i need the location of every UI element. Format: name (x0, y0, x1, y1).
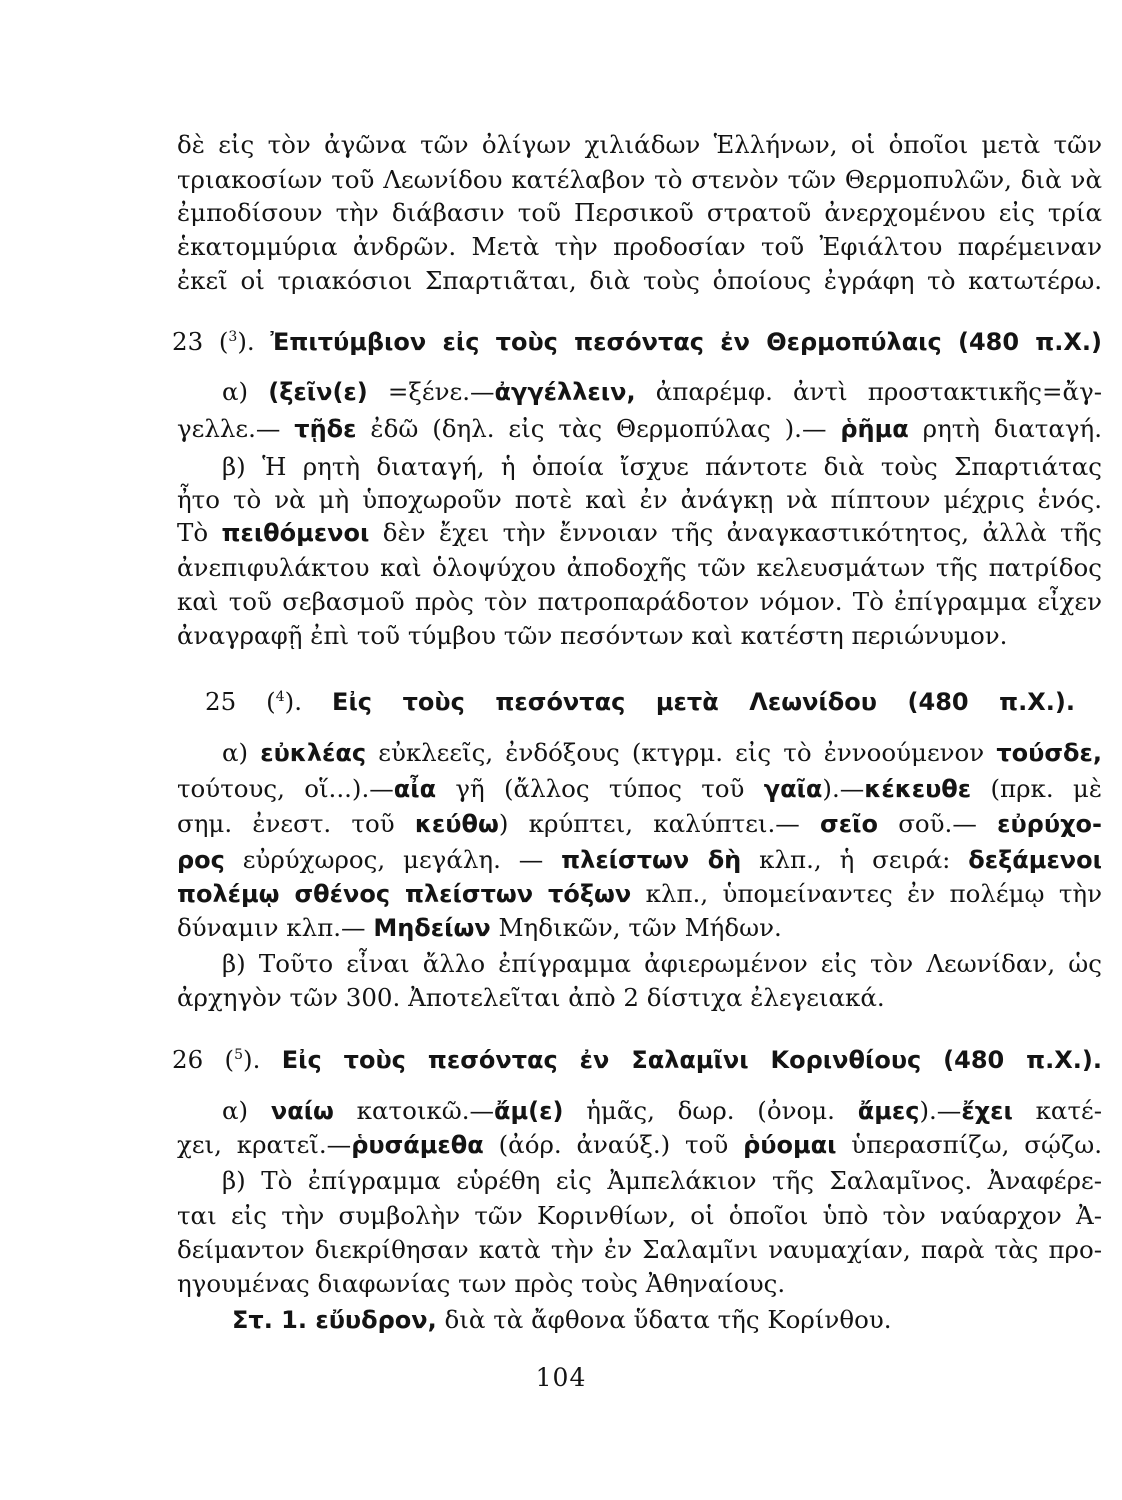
s25-a3-p2: ) κρύπτει, καλύπτει.— (498, 809, 821, 838)
s25-a4-p1: εὐρύχωρος, μεγάλη. — (224, 845, 562, 874)
page-number: 104 (535, 1363, 587, 1392)
section-23-number: 23 ( (172, 327, 229, 356)
s25-a-line-2 (177, 772, 1102, 806)
section-25-footnote: 4 (275, 689, 285, 705)
s26-b-line-2: ται εἰς τὴν συμβολὴν τῶν Κορινθίων, οἱ ὁποῖοι ὑπὸ τὸν ναύαρχον Ἀ- (177, 1201, 1102, 1230)
s25-a4-term-2: πλείστων δὴ (561, 846, 742, 874)
s23-b-line-4: ἀνεπιφυλάκτου καὶ ὁλοψύχου ἀποδοχῆς τῶν κελευσμάτων τῆς πατρίδος (177, 553, 1102, 582)
s25-a6-p2: Μηδικῶν, τῶν Μήδων. (490, 913, 782, 942)
s25-a6-p0: δύναμιν κλπ.— (177, 913, 374, 942)
s25-a1-p2: εὐκλεεῖς, ἐνδόξους (κτγρμ. εἰς τὸ ἐννοούμενον (366, 738, 997, 767)
s25-a6-term-1: Μηδείων (373, 914, 491, 942)
s23-a2-p2: ἐδῶ (δηλ. εἰς τὰς Θερμοπύλας ).— (356, 414, 841, 443)
s25-a1-term-2: τούσδε, (996, 739, 1102, 767)
section-23-number-close: ). (237, 327, 255, 356)
s26-a2-p0: χει, κρατεῖ.— (177, 1130, 352, 1159)
s23-a2-p4: ρητὴ διαταγή. (908, 414, 1102, 443)
s25-a5-p1: κλπ., ὑπομείναντες ἐν πολέμῳ τὴν (631, 879, 1102, 908)
s26-st-text: διὰ τὰ ἄφθονα ὕδατα τῆς Κορίνθου. (436, 1305, 892, 1334)
s26-b-line-1: β) Τὸ ἐπίγραμμα εὑρέθη εἰς Ἀμπελάκιον τῆς Σαλαμῖνος. Ἀναφέρε- (222, 1166, 1102, 1195)
s25-a3-p4: σοῦ.— (877, 809, 998, 838)
s25-a-line-6 (177, 911, 1102, 945)
s26-st-line (232, 1303, 1102, 1337)
s25-a1-term-1: εὐκλέας (260, 739, 367, 767)
s26-a2-term-2: ῥύομαι (743, 1131, 837, 1159)
s25-a3-term-2: σεῖο (820, 810, 878, 838)
s26-a1-term-3: ἄμες (857, 1097, 920, 1125)
s25-a-line-1 (222, 736, 1102, 770)
section-26-number-close: ). (243, 1045, 261, 1074)
intro-line-4: ἑκατομμύρια ἀνδρῶν. Μετὰ τὴν προδοσίαν τοῦ Ἐφιάλτου παρέμειναν (177, 232, 1102, 261)
s25-a-line-3 (177, 807, 1102, 841)
s26-a2-p4: ὑπερασπίζω, σῴζω. (836, 1130, 1102, 1159)
s25-a4-term-4: δεξάμενοι (968, 846, 1102, 874)
s25-a2-p4: ).— (822, 774, 865, 803)
s25-a4-term-0: ρος (177, 846, 225, 874)
section-26-footnote: 5 (234, 1047, 244, 1063)
section-26-heading (172, 1043, 1102, 1077)
intro-line-3: ἐμποδίσουν τὴν διάβασιν τοῦ Περσικοῦ στρατοῦ ἀνερχομένου εἰς τρία (177, 198, 1102, 227)
intro-line-1: δὲ εἰς τὸν ἀγῶνα τῶν ὀλίγων χιλιάδων Ἑλλήνων, οἱ ὁποῖοι μετὰ τῶν (177, 130, 1102, 159)
s25-a5-term-0: πολέμῳ σθένος πλείστων τόξων (177, 880, 632, 908)
s25-a3-term-1: κεύθω (414, 810, 499, 838)
s26-a1-p2: κατοικῶ.— (333, 1096, 495, 1125)
s25-b-line-2: ἀρχηγὸν τῶν 300. Ἀποτελεῖται ἀπὸ 2 δίστιχα ἐλεγειακά. (177, 983, 885, 1012)
intro-line-2: τριακοσίων τοῦ Λεωνίδου κατέλαβον τὸ στενὸν τῶν Θερμοπυλῶν, διὰ νὰ (177, 165, 1102, 194)
s26-a1-p8: κατέ- (1012, 1096, 1103, 1125)
s25-a1-p0: α) (222, 738, 261, 767)
s25-a4-p3: κλπ., ἡ σειρά: (741, 845, 969, 874)
s23-a1-p0: α) (222, 377, 269, 406)
s23-b-line-3 (177, 516, 1102, 550)
s25-a-line-4 (177, 843, 1102, 877)
s26-st-label: Στ. 1. (232, 1306, 316, 1334)
s23-b3-p0: Τὸ (177, 518, 222, 547)
s23-b-line-6: ἀναγραφῇ ἐπὶ τοῦ τύμβου τῶν πεσόντων καὶ κατέστη περιώνυμον. (177, 621, 1008, 650)
intro-line-5: ἐκεῖ οἱ τριακόσιοι Σπαρτιᾶται, διὰ τοὺς ὁποίους ἐγράφη τὸ κατωτέρω. (177, 266, 1102, 295)
s25-a2-p2: γῆ (ἄλλος τύπος τοῦ (436, 774, 764, 803)
s25-a-line-5 (177, 877, 1102, 911)
s26-a1-term-1: ναίω (270, 1097, 334, 1125)
section-23-title: Ἐπιτύμβιον εἰς τοὺς πεσόντας ἐν Θερμοπύλαις (480 π.Χ.) (270, 328, 1102, 356)
s23-a2-term-1: τῇδε (294, 415, 357, 443)
s25-b-line-1: β) Τοῦτο εἶναι ἄλλο ἐπίγραμμα ἀφιερωμένον εἰς τὸν Λεωνίδαν, ὡς (222, 949, 1102, 978)
s26-a2-term-1: ῥυσάμεθα (351, 1131, 484, 1159)
s23-b-line-2: ἦτο τὸ νὰ μὴ ὑποχωροῦν ποτὲ καὶ ἐν ἀνάγκῃ νὰ πίπτουν μέχρις ἑνός. (177, 485, 1102, 514)
section-26-title: Εἰς τοὺς πεσόντας ἐν Σαλαμῖνι Κορινθίους (480 π.Χ.). (281, 1046, 1102, 1074)
s26-a1-term-2: ἄμ(ε) (494, 1097, 564, 1125)
s26-st-term: εὔυδρον, (315, 1306, 437, 1334)
s26-a-line-1 (222, 1094, 1102, 1128)
s25-a2-term-3: κέκευθε (864, 775, 972, 803)
s23-a-line-2 (177, 412, 1102, 446)
s23-a2-p0: γελλε.— (177, 414, 295, 443)
s25-a3-p0: σημ. ἐνεστ. τοῦ (177, 809, 415, 838)
section-26-number: 26 ( (172, 1045, 235, 1074)
s26-a-line-2 (177, 1128, 1102, 1162)
s23-a1-term-1: (ξεῖν(ε) (268, 378, 368, 406)
s23-a1-p2: =ξένε.— (367, 377, 495, 406)
s23-b-line-1: β) Ἡ ρητὴ διαταγή, ἡ ὁποία ἴσχυε πάντοτε διὰ τοὺς Σπαρτιάτας (222, 452, 1102, 481)
section-25-number-close: ). (284, 687, 303, 716)
s23-a1-p4: ἀπαρέμφ. ἀντὶ προστακτικῆς=ἄγ- (635, 377, 1102, 406)
s26-a1-p0: α) (222, 1096, 271, 1125)
s26-a1-p4: ἡμᾶς, δωρ. (ὀνομ. (563, 1096, 858, 1125)
s26-b-line-3: δείμαντον διεκρίθησαν κατὰ τὴν ἐν Σαλαμῖνι ναυμαχίαν, παρὰ τὰς προ- (177, 1235, 1102, 1264)
s25-a2-p0: τούτους, οἵ...).— (177, 774, 394, 803)
s23-a2-term-2: ῥῆμα (840, 415, 909, 443)
s26-b-line-4: ηγουμένας διαφωνίας των πρὸς τοὺς Ἀθηναίους. (177, 1269, 786, 1298)
s25-a2-term-1: αἶα (393, 775, 437, 803)
section-25-heading (205, 685, 1075, 719)
s26-a1-term-4: ἔχει (961, 1097, 1013, 1125)
section-23-heading (172, 325, 1102, 359)
s23-b-line-5: καὶ τοῦ σεβασμοῦ πρὸς τὸν πατροπαράδοτον νόμον. Τὸ ἐπίγραμμα εἶχεν (177, 587, 1102, 616)
s23-a-line-1 (222, 375, 1102, 409)
s26-a2-p2: (ἀόρ. ἀναύξ.) τοῦ (483, 1130, 744, 1159)
s23-b3-term: πειθόμενοι (221, 519, 370, 547)
s25-a2-term-2: γαῖα (763, 775, 823, 803)
s23-b3-p2: δὲν ἔχει τὴν ἔννοιαν τῆς ἀναγκαστικότητος, ἀλλὰ τῆς (369, 518, 1102, 547)
section-23-footnote: 3 (228, 329, 238, 345)
s25-a2-p6: (πρκ. μὲ (971, 774, 1102, 803)
s23-a1-term-2: ἀγγέλλειν, (494, 378, 636, 406)
section-25-title: Εἰς τοὺς πεσόντας μετὰ Λεωνίδου (480 π.Χ.). (332, 688, 1075, 716)
section-25-number: 25 ( (205, 687, 276, 716)
s26-a1-p6: ).— (919, 1096, 962, 1125)
s25-a3-term-3: εὐρύχο- (997, 810, 1102, 838)
